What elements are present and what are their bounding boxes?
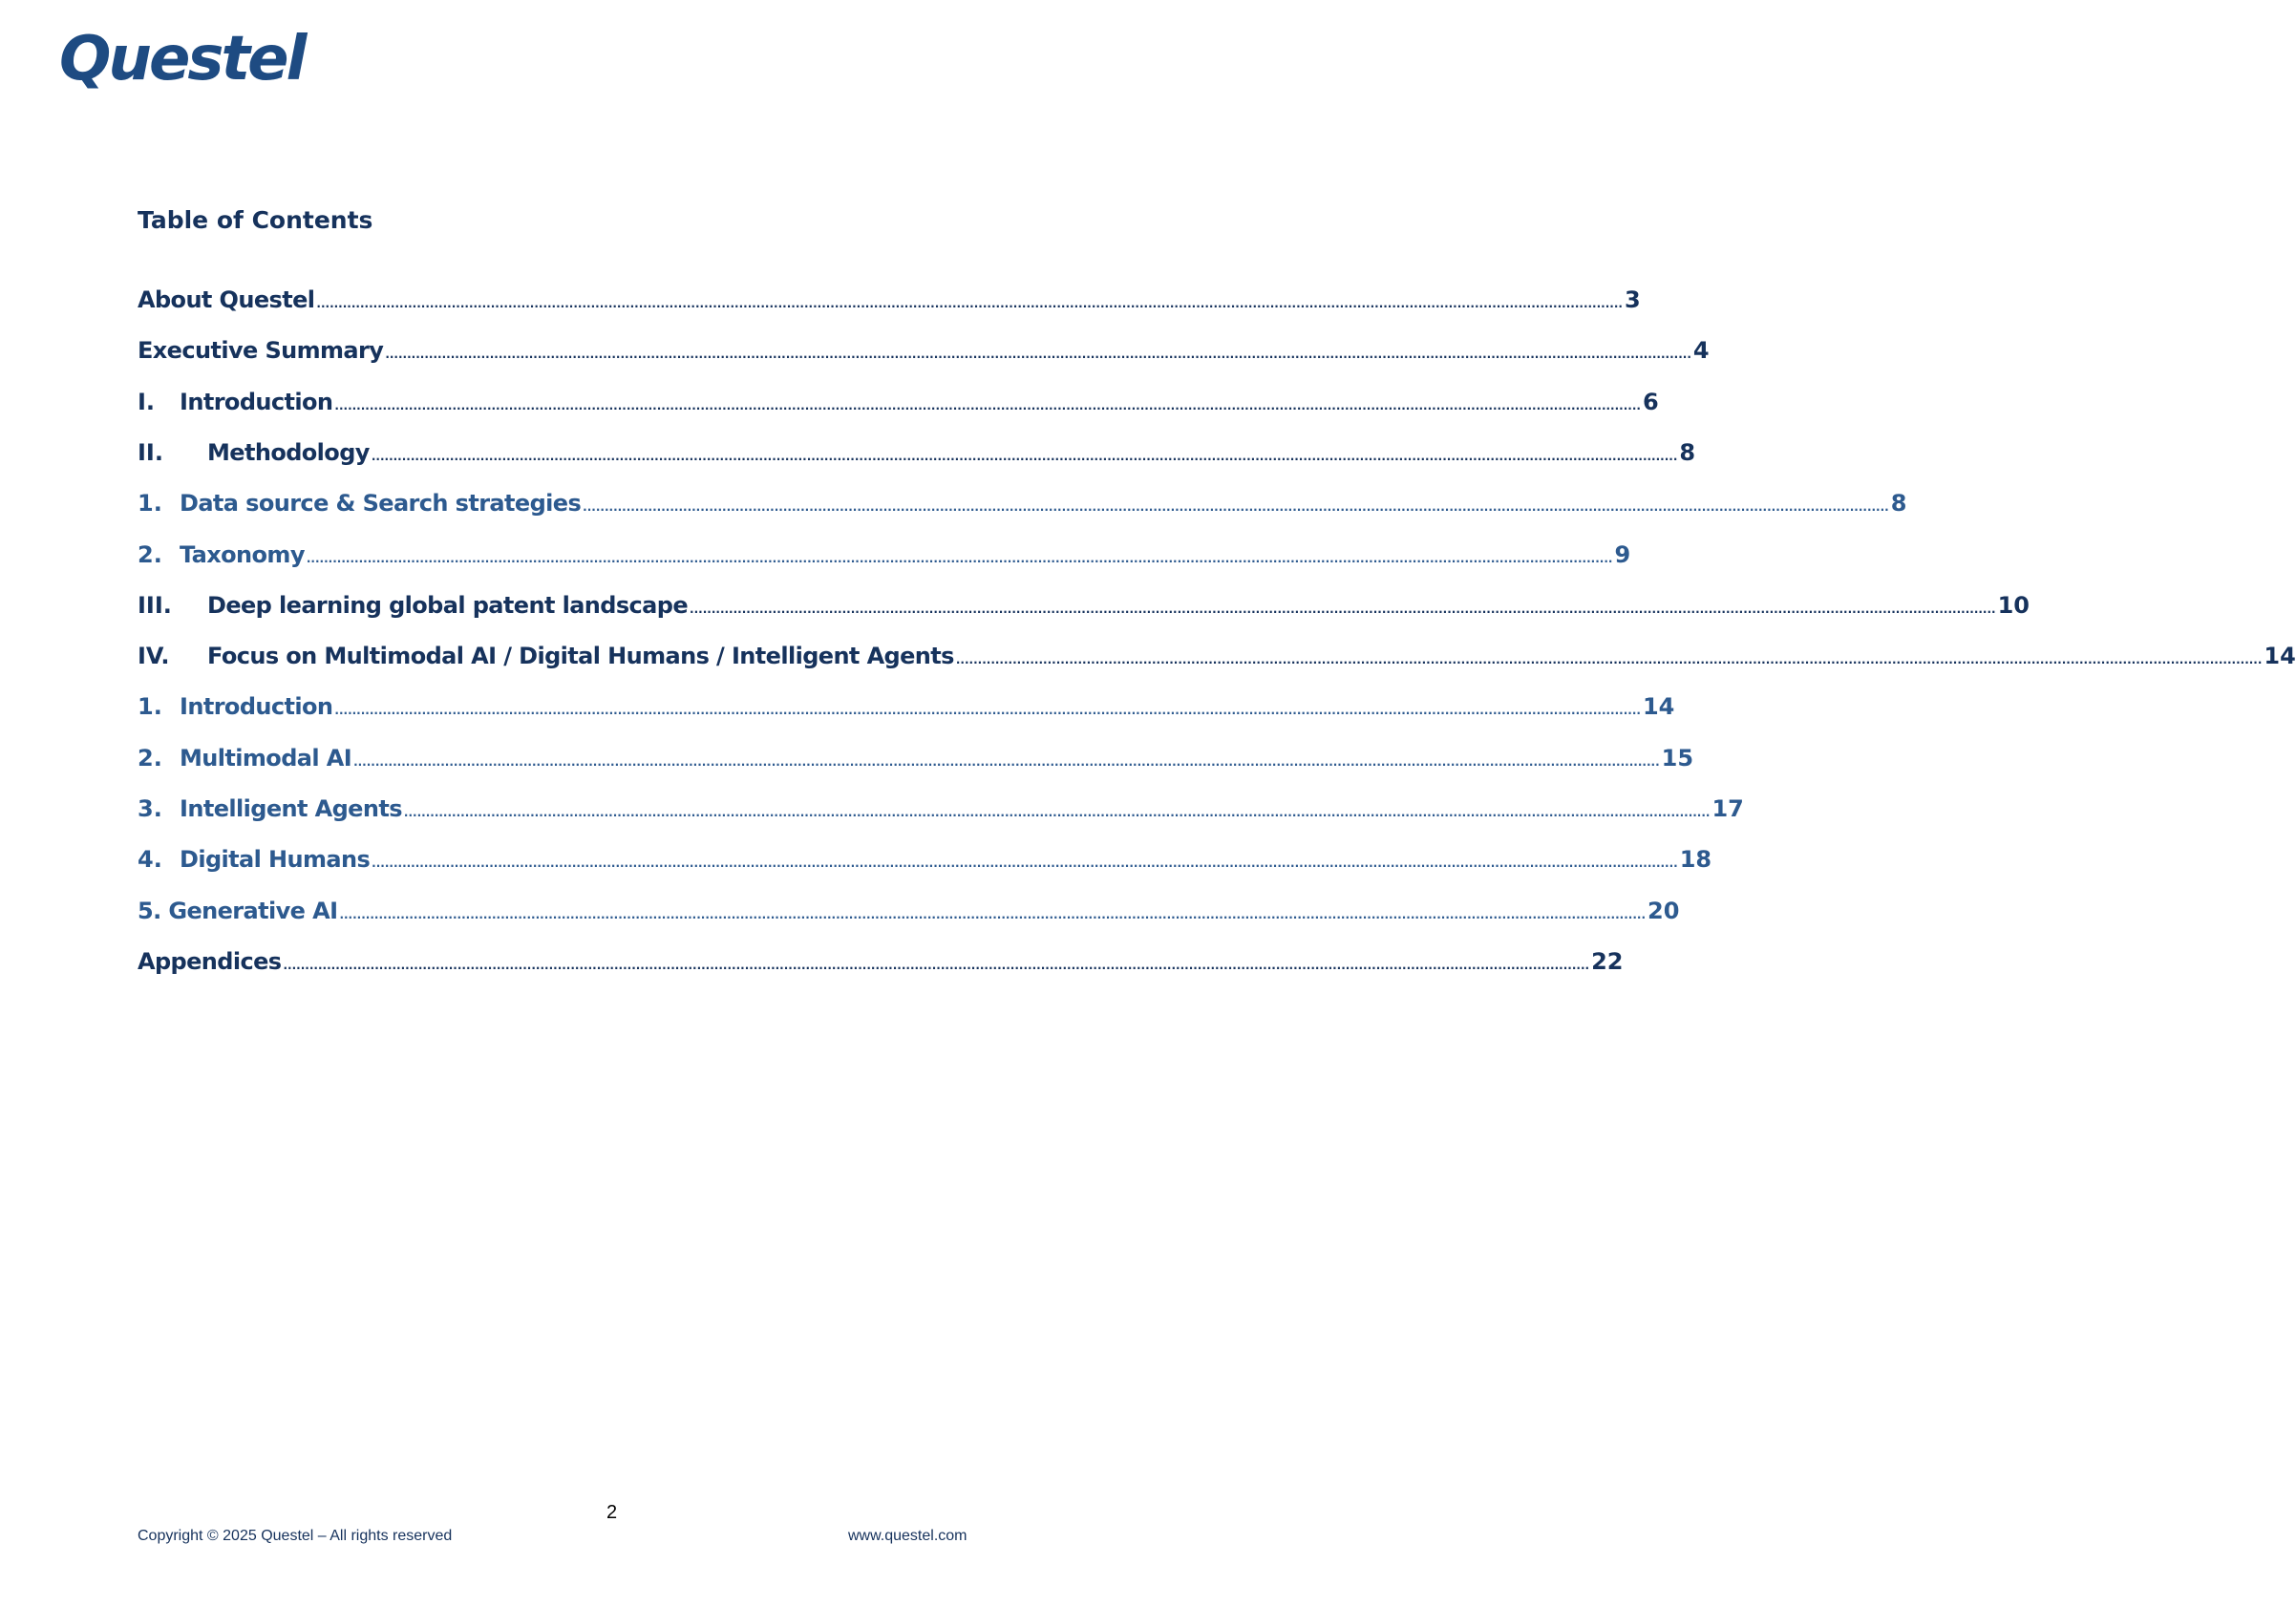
page-number: 2 [606,1502,618,1523]
toc-entry-number: IV. [138,643,170,670]
toc-entry[interactable] [138,741,1694,775]
toc-entry-number: 1. [138,693,162,721]
toc-dot-leader: ............................................................................................................................................................................................................................................................................................................ [403,806,1711,819]
toc-entry-label: 5. Generative AI [138,897,338,924]
toc-entry[interactable] [138,842,1712,877]
toc-dot-leader: ............................................................................................................................................................................................................................................................................................................ [334,704,1641,718]
toc-entry-number: II. [138,438,163,466]
toc-entry-label: Introduction [180,388,333,415]
toc-entry-label: Focus on Multimodal AI / Digital Humans / Intelligent Agents [207,643,954,670]
toc-entry-label: Deep learning global patent landscape [207,591,689,619]
toc-entry-label: About Questel [138,286,315,313]
toc-entry[interactable] [138,385,1659,419]
footer-copyright: Copyright © 2025 Questel – All rights reserved [138,1528,453,1544]
toc-entry-page: 22 [1591,947,1624,975]
toc-dot-leader: ............................................................................................................................................................................................................................................................................................................ [371,449,1678,463]
toc-dot-leader: ............................................................................................................................................................................................................................................................................................................ [316,297,1623,310]
toc-entry[interactable] [138,689,1675,724]
toc-entry-number: 2. [138,540,162,568]
toc-dot-leader: ............................................................................................................................................................................................................................................................................................................ [283,958,1590,972]
toc-dot-leader: ............................................................................................................................................................................................................................................................................................................ [339,907,1647,921]
toc-entry-page: 8 [1890,490,1907,518]
toc-entry-number: 2. [138,744,162,772]
toc-entry-label: Executive Summary [138,337,384,365]
toc-dot-leader: ............................................................................................................................................................................................................................................................................................................ [955,653,2263,667]
toc-entry-page: 17 [1711,795,1744,822]
toc-entry-label: Methodology [207,438,370,466]
toc-entry-number: 3. [138,795,162,822]
toc-entry-page: 18 [1679,846,1712,874]
toc-entry-number: 4. [138,846,162,874]
toc-entry-label: Data source & Search strategies [180,490,582,518]
toc-entry-number: I. [138,388,156,415]
toc-entry-number: III. [138,591,172,619]
toc-entry-page: 3 [1624,286,1641,313]
toc-entry-page: 20 [1648,897,1680,924]
toc-dot-leader: ............................................................................................................................................................................................................................................................................................................ [372,856,1678,871]
toc-dot-leader: ............................................................................................................................................................................................................................................................................................................ [690,602,1996,616]
toc-entry[interactable] [138,588,2030,623]
toc-entry-number: 1. [138,490,162,518]
toc-entry[interactable] [138,944,1624,979]
toc-dot-leader: ............................................................................................................................................................................................................................................................................................................ [306,551,1613,565]
toc-entry[interactable] [138,639,2296,673]
toc-entry-page: 8 [1679,438,1696,466]
toc-dot-leader: ............................................................................................................................................................................................................................................................................................................ [353,754,1660,769]
toc-entry-label: Multimodal AI [180,744,352,772]
toc-entry[interactable] [138,283,1641,317]
toc-entry-label: Intelligent Agents [180,795,402,822]
toc-dot-leader: ............................................................................................................................................................................................................................................................................................................ [583,500,1889,515]
toc-entry-page: 10 [1997,591,2030,619]
toc-dot-leader: ............................................................................................................................................................................................................................................................................................................ [385,348,1691,362]
toc-entry[interactable] [138,486,1907,520]
toc-entry[interactable] [138,538,1631,572]
questel-logo: Questel [59,24,305,95]
toc-entry-page: 6 [1642,388,1659,415]
toc-entry-page: 14 [2264,643,2296,670]
toc-entry-label: Appendices [138,947,282,975]
toc-entry-page: 9 [1614,540,1631,568]
toc-title: Table of Contents [138,206,373,234]
toc-entry-page: 15 [1661,744,1694,772]
toc-entry-label: Introduction [180,693,333,721]
toc-entry-label: Taxonomy [180,540,305,568]
toc-entry[interactable] [138,894,1680,928]
toc-dot-leader: ............................................................................................................................................................................................................................................................................................................ [334,398,1641,412]
toc-entry[interactable] [138,792,1744,826]
toc-entry-page: 14 [1642,693,1675,721]
toc-entry-label: Digital Humans [180,846,371,874]
toc-entry[interactable] [138,435,1696,470]
footer-website[interactable]: www.questel.com [848,1528,967,1544]
toc-entry[interactable] [138,333,1710,368]
toc-entry-page: 4 [1692,337,1710,365]
